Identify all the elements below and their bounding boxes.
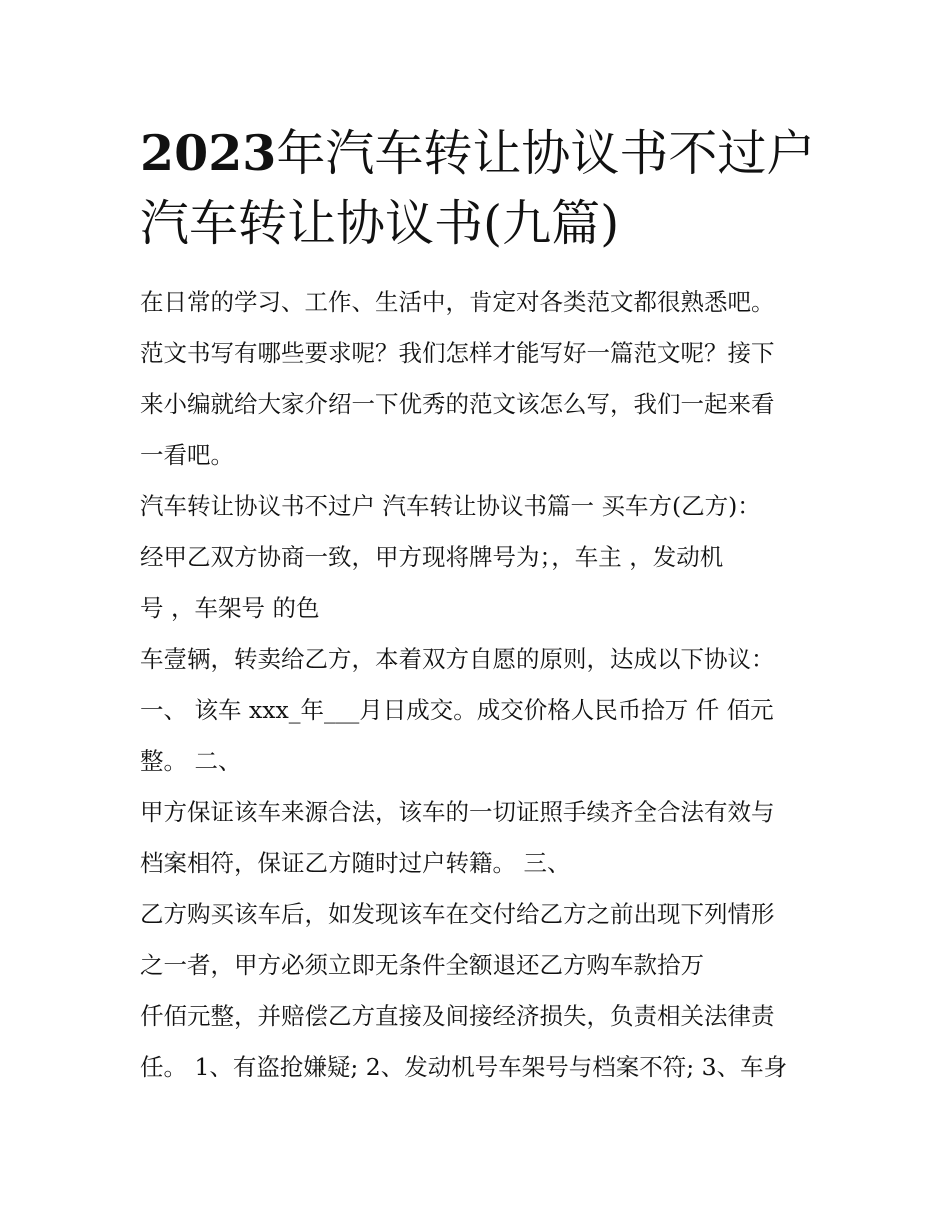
body-line: 一、 该车 xxx_年___月日成交。成交价格人民币拾万 仟 佰元 [140,696,774,724]
title-line-2: 汽车转让协议书(九篇) [140,195,620,252]
body-line: 车壹辆，转卖给乙方，本着双方自愿的原则，达成以下协议： [140,645,775,673]
body-line: 汽车转让协议书不过户 汽车转让协议书篇一 买车方(乙方)： [140,492,761,520]
body-line: 号 ，车架号 的色 [140,594,320,622]
document-title [140,118,820,259]
body-line: 档案相符，保证乙方随时过户转籍。 三、 [140,849,571,877]
body-line: 在日常的学习、工作、生活中，肯定对各类范文都很熟悉吧。 [140,288,775,316]
document-page [140,118,820,1093]
body-line: 任。 1、有盗抢嫌疑; 2、发动机号车架号与档案不符; 3、车身 [140,1053,788,1081]
body-line: 之一者，甲方必须立即无条件全额退还乙方购车款拾万 [140,951,704,979]
title-line-1 [140,118,820,189]
body-line: 甲方保证该车来源合法，该车的一切证照手续齐全合法有效与 [140,798,775,826]
body-line: 来小编就给大家介绍一下优秀的范文该怎么写，我们一起来看 [140,390,775,418]
body-line: 一看吧。 [140,441,234,469]
body-line: 范文书写有哪些要求呢？我们怎样才能写好一篇范文呢？接下 [140,339,775,367]
document-body [140,277,820,1093]
body-line: 整。 二、 [140,747,242,775]
title-line-1-text: 年汽车转让协议书不过户 [276,125,816,182]
body-line: 经甲乙双方协商一致，甲方现将牌号为；，车主 ，发动机 [140,543,724,571]
title-year: 2023 [140,124,277,182]
body-line: 仟佰元整，并赔偿乙方直接及间接经济损失，负责相关法律责 [140,1002,775,1030]
body-line: 乙方购买该车后，如发现该车在交付给乙方之前出现下列情形 [140,900,775,928]
